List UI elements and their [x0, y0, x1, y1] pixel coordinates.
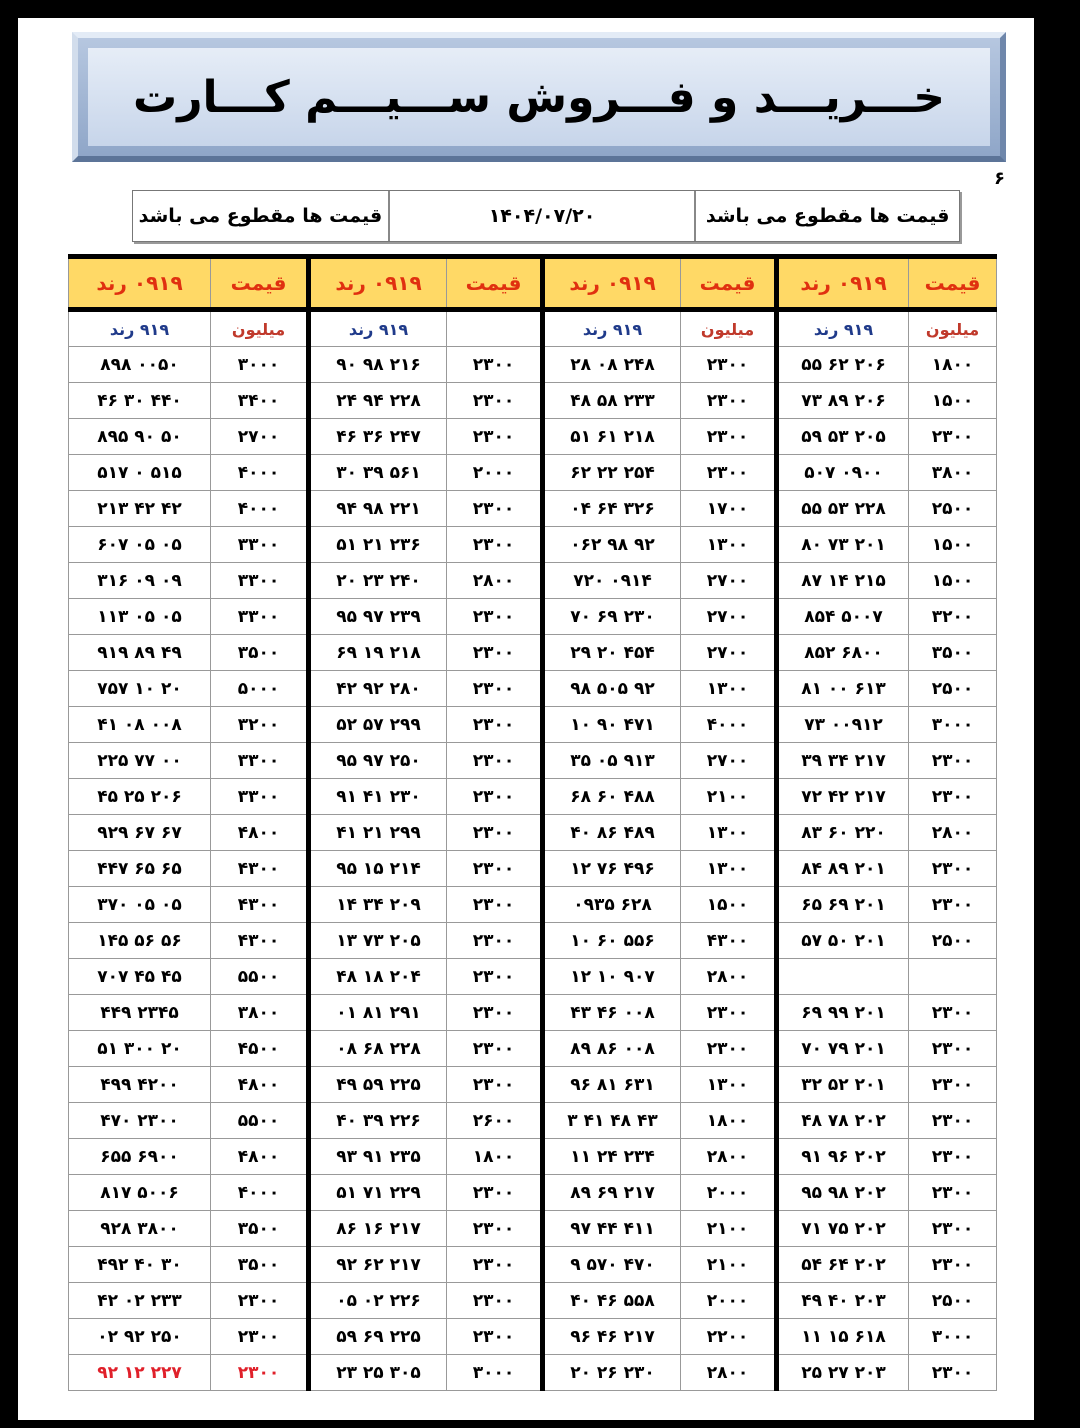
price-cell: ۳۵۰۰	[211, 635, 309, 671]
price-cell: ۲۳۰۰	[447, 995, 543, 1031]
price-cell: ۲۳۰۰	[909, 1031, 997, 1067]
number-cell: ۲۳۳ ۵۸ ۴۸	[543, 383, 681, 419]
price-cell: ۵۵۰۰	[211, 1103, 309, 1139]
price-cell: ۲۷۰۰	[211, 419, 309, 455]
number-cell: ۹۲ ۵۰۵ ۹۸	[543, 671, 681, 707]
price-cell: ۲۶۰۰	[447, 1103, 543, 1139]
number-cell: ۴۱۱ ۴۴ ۹۷	[543, 1211, 681, 1247]
unit-rond: ۹۱۹ رند	[543, 310, 681, 347]
number-cell: ۲۰۶ ۶۲ ۵۵	[777, 347, 909, 383]
number-cell: ۵۶ ۵۶ ۱۴۵	[69, 923, 211, 959]
price-cell: ۲۱۰۰	[681, 1247, 777, 1283]
number-cell: ۰۵ ۰۵ ۳۷۰	[69, 887, 211, 923]
price-cell: ۲۳۰۰	[447, 599, 543, 635]
number-cell: ۴۸۸ ۶۰ ۶۸	[543, 779, 681, 815]
number-cell: ۳۸۰۰ ۹۲۸	[69, 1211, 211, 1247]
table-row	[69, 779, 997, 815]
number-cell: ۲۱۷ ۴۲ ۷۲	[777, 779, 909, 815]
price-cell: ۲۳۰۰	[909, 1139, 997, 1175]
number-cell: ۴۵۴ ۲۰ ۲۹	[543, 635, 681, 671]
number-cell: ۲۳۶ ۲۱ ۵۱	[309, 527, 447, 563]
table-row	[69, 1283, 997, 1319]
price-cell: ۴۳۰۰	[211, 923, 309, 959]
price-cell: ۲۳۰۰	[909, 1103, 997, 1139]
price-cell: ۴۸۰۰	[211, 815, 309, 851]
number-cell: ۲۰۳ ۴۰ ۴۹	[777, 1283, 909, 1319]
info-bar	[132, 190, 960, 242]
price-cell: ۳۰۰۰	[447, 1355, 543, 1391]
number-cell: ۲۹۹ ۲۱ ۴۱	[309, 815, 447, 851]
header-price: قیمت	[447, 257, 543, 310]
price-cell: ۱۳۰۰	[681, 815, 777, 851]
price-cell: ۲۳۰۰	[681, 383, 777, 419]
number-cell: ۶۷ ۶۷ ۹۲۹	[69, 815, 211, 851]
price-cell	[909, 959, 997, 995]
price-cell: ۲۳۰۰	[681, 455, 777, 491]
number-cell: ۴۲۰۰ ۴۹۹	[69, 1067, 211, 1103]
number-cell: ۲۲۷ ۱۲ ۹۲	[69, 1355, 211, 1391]
price-cell: ۲۷۰۰	[681, 563, 777, 599]
price-cell: ۲۳۰۰	[447, 851, 543, 887]
number-cell: ۲۲۵ ۵۹ ۴۹	[309, 1067, 447, 1103]
number-cell: ۵۵۸ ۴۶ ۴۰	[543, 1283, 681, 1319]
price-cell: ۳۵۰۰	[211, 1247, 309, 1283]
table-row	[69, 599, 997, 635]
price-cell: ۲۳۰۰	[909, 887, 997, 923]
price-cell: ۲۳۰۰	[909, 1247, 997, 1283]
table-row	[69, 959, 997, 995]
price-cell: ۱۵۰۰	[909, 383, 997, 419]
price-cell: ۲۳۰۰	[909, 851, 997, 887]
price-cell: ۳۳۰۰	[211, 527, 309, 563]
number-cell: ۲۳۳ ۰۲ ۴۲	[69, 1283, 211, 1319]
number-cell: ۲۵۰ ۹۷ ۹۵	[309, 743, 447, 779]
page-title: خـــریـــد و فـــروش ســـیـــم کـــارت	[133, 71, 945, 123]
price-cell: ۲۵۰۰	[909, 491, 997, 527]
number-cell: ۶۸۰۰ ۸۵۲	[777, 635, 909, 671]
table-row	[69, 383, 997, 419]
price-cell: ۱۸۰۰	[447, 1139, 543, 1175]
price-sheet	[18, 18, 1034, 1420]
number-cell: ۲۳۰۰ ۴۷۰	[69, 1103, 211, 1139]
number-cell: ۲۰۵ ۷۳ ۱۳	[309, 923, 447, 959]
number-cell: ۲۰۱ ۷۹ ۷۰	[777, 1031, 909, 1067]
number-cell: ۲۲۹ ۷۱ ۵۱	[309, 1175, 447, 1211]
number-cell: ۲۰۳ ۲۷ ۲۵	[777, 1355, 909, 1391]
table-row	[69, 1031, 997, 1067]
number-cell: ۲۴۸ ۰۸ ۲۸	[543, 347, 681, 383]
price-cell: ۲۳۰۰	[909, 779, 997, 815]
number-cell: ۶۲۸ ۰۹۳۵	[543, 887, 681, 923]
price-cell: ۲۳۰۰	[681, 1031, 777, 1067]
info-right-note: قیمت ها مقطوع می باشد	[705, 205, 950, 227]
number-cell: ۳۰۵ ۲۵ ۲۳	[309, 1355, 447, 1391]
price-cell: ۳۳۰۰	[211, 743, 309, 779]
price-cell: ۲۳۰۰	[447, 419, 543, 455]
number-cell: ۲۱۴ ۱۵ ۹۵	[309, 851, 447, 887]
price-cell: ۲۳۰۰	[447, 1283, 543, 1319]
number-cell: ۰۵ ۰۵ ۶۰۷	[69, 527, 211, 563]
price-cell: ۲۸۰۰	[447, 563, 543, 599]
price-cell: ۲۳۰۰	[447, 815, 543, 851]
number-cell: ۲۰۱ ۷۳ ۸۰	[777, 527, 909, 563]
unit-rond: ۹۱۹ رند	[309, 310, 447, 347]
price-cell: ۲۳۰۰	[447, 527, 543, 563]
number-cell: ۲۱۸ ۱۹ ۶۹	[309, 635, 447, 671]
price-cell: ۲۳۰۰	[681, 419, 777, 455]
price-cell: ۲۳۰۰	[909, 995, 997, 1031]
number-cell: ۲۰۲ ۹۶ ۹۱	[777, 1139, 909, 1175]
price-cell: ۱۸۰۰	[681, 1103, 777, 1139]
number-cell: ۲۰۲ ۶۴ ۵۴	[777, 1247, 909, 1283]
header-price: قیمت	[909, 257, 997, 310]
number-cell: ۰۵ ۰۵ ۱۱۳	[69, 599, 211, 635]
price-cell: ۱۵۰۰	[909, 563, 997, 599]
price-cell: ۲۳۰۰	[909, 1211, 997, 1247]
number-cell: ۶۹۰۰ ۶۵۵	[69, 1139, 211, 1175]
price-cell: ۳۵۰۰	[211, 1211, 309, 1247]
price-table	[68, 254, 997, 1391]
number-cell: ۶۳۱ ۸۱ ۹۶	[543, 1067, 681, 1103]
number-cell: ۵۶۱ ۳۹ ۳۰	[309, 455, 447, 491]
price-cell: ۲۳۰۰	[447, 923, 543, 959]
page-number: ۶	[994, 168, 1005, 189]
number-cell: ۲۱۷ ۴۶ ۹۶	[543, 1319, 681, 1355]
price-cell: ۲۱۰۰	[681, 1211, 777, 1247]
number-cell: ۹۱۳ ۰۵ ۳۵	[543, 743, 681, 779]
price-cell: ۱۳۰۰	[681, 527, 777, 563]
table-row	[69, 563, 997, 599]
number-cell: ۹۲ ۹۸ ۰۶۲	[543, 527, 681, 563]
header-rond: ۰۹۱۹ رند	[777, 257, 909, 310]
price-cell: ۲۳۰۰	[447, 1175, 543, 1211]
price-cell: ۳۳۰۰	[211, 563, 309, 599]
price-cell: ۲۳۰۰	[447, 707, 543, 743]
price-cell: ۲۳۰۰	[681, 995, 777, 1031]
header-row	[69, 257, 997, 310]
price-cell: ۲۳۰۰	[447, 635, 543, 671]
table-row	[69, 419, 997, 455]
header-rond: ۰۹۱۹ رند	[543, 257, 681, 310]
table-row	[69, 1247, 997, 1283]
number-cell: ۲۲۰ ۶۰ ۸۳	[777, 815, 909, 851]
number-cell: ۲۳۵ ۹۱ ۹۳	[309, 1139, 447, 1175]
header-price: قیمت	[681, 257, 777, 310]
table-row	[69, 671, 997, 707]
unit-million: میلیون	[211, 310, 309, 347]
price-cell: ۳۰۰۰	[909, 707, 997, 743]
price-cell: ۲۸۰۰	[681, 1139, 777, 1175]
number-cell: ۲۰۱ ۵۰ ۵۷	[777, 923, 909, 959]
unit-rond: ۹۱۹ رند	[69, 310, 211, 347]
price-cell: ۲۰۰۰	[681, 1283, 777, 1319]
price-cell: ۲۳۰۰	[447, 1031, 543, 1067]
number-cell: ۲۰۵ ۵۳ ۵۹	[777, 419, 909, 455]
price-cell: ۲۳۰۰	[447, 779, 543, 815]
number-cell: ۲۸۰ ۹۲ ۴۲	[309, 671, 447, 707]
price-cell: ۲۸۰۰	[909, 815, 997, 851]
number-cell: ۲۹۹ ۵۷ ۵۲	[309, 707, 447, 743]
number-cell: ۲۲۱ ۹۸ ۹۴	[309, 491, 447, 527]
table-row	[69, 1139, 997, 1175]
table-row	[69, 455, 997, 491]
number-cell: ۲۴۷ ۳۶ ۴۶	[309, 419, 447, 455]
table-row	[69, 923, 997, 959]
price-cell: ۲۳۰۰	[447, 383, 543, 419]
number-cell: ۵۰ ۹۰ ۸۹۵	[69, 419, 211, 455]
info-date: ۱۴۰۴/۰۷/۲۰	[390, 191, 697, 241]
number-cell: ۴۹ ۸۹ ۹۱۹	[69, 635, 211, 671]
price-cell: ۲۳۰۰	[211, 1355, 309, 1391]
number-cell: ۲۰۶ ۸۹ ۷۳	[777, 383, 909, 419]
number-cell: ۴۵ ۴۵ ۷۰۷	[69, 959, 211, 995]
price-cell: ۲۳۰۰	[447, 347, 543, 383]
number-cell: ۲۰۲ ۷۵ ۷۱	[777, 1211, 909, 1247]
table-row	[69, 527, 997, 563]
price-cell: ۲۳۰۰	[909, 743, 997, 779]
number-cell: ۲۰۴ ۱۸ ۴۸	[309, 959, 447, 995]
price-cell: ۳۲۰۰	[211, 707, 309, 743]
number-cell: ۳۲۶ ۶۴ ۰۴	[543, 491, 681, 527]
number-cell: ۲۳۰ ۲۶ ۲۰	[543, 1355, 681, 1391]
number-cell: ۲۱۷ ۳۴ ۳۹	[777, 743, 909, 779]
price-cell: ۱۷۰۰	[681, 491, 777, 527]
price-cell: ۳۳۰۰	[211, 599, 309, 635]
number-cell: ۰۰۸ ۴۶ ۴۳	[543, 995, 681, 1031]
price-cell: ۲۳۰۰	[447, 1211, 543, 1247]
price-cell: ۲۳۰۰	[909, 419, 997, 455]
price-cell: ۳۰۰۰	[909, 1319, 997, 1355]
price-cell: ۳۸۰۰	[211, 995, 309, 1031]
unit-million: میلیون	[909, 310, 997, 347]
price-cell: ۲۳۰۰	[681, 347, 777, 383]
price-cell: ۱۳۰۰	[681, 1067, 777, 1103]
number-cell: ۵۱۵ ۰ ۵۱۷	[69, 455, 211, 491]
number-cell: ۰۰۹۱۲ ۷۳	[777, 707, 909, 743]
number-cell: ۶۱۳ ۰۰ ۸۱	[777, 671, 909, 707]
price-cell: ۲۷۰۰	[681, 599, 777, 635]
number-cell: ۲۰۱ ۶۹ ۶۵	[777, 887, 909, 923]
unit-million: میلیون	[681, 310, 777, 347]
price-cell: ۲۳۰۰	[909, 1355, 997, 1391]
price-cell: ۲۷۰۰	[681, 635, 777, 671]
price-cell: ۳۵۰۰	[909, 635, 997, 671]
number-cell: ۲۹۱ ۸۱ ۰۱	[309, 995, 447, 1031]
price-cell: ۲۳۰۰	[447, 959, 543, 995]
price-cell: ۴۸۰۰	[211, 1139, 309, 1175]
number-cell: ۲۲۶ ۳۹ ۴۰	[309, 1103, 447, 1139]
number-cell: ۲۰۲ ۹۸ ۹۵	[777, 1175, 909, 1211]
number-cell: ۲۰ ۱۰ ۷۵۷	[69, 671, 211, 707]
price-cell: ۲۵۰۰	[909, 923, 997, 959]
unit-rond: ۹۱۹ رند	[777, 310, 909, 347]
number-cell: ۲۰۶ ۲۵ ۴۵	[69, 779, 211, 815]
price-cell: ۲۸۰۰	[681, 1355, 777, 1391]
number-cell: ۲۵۴ ۲۲ ۶۲	[543, 455, 681, 491]
price-cell: ۲۳۰۰	[447, 491, 543, 527]
table-row	[69, 995, 997, 1031]
number-cell: ۶۱۸ ۱۵ ۱۱	[777, 1319, 909, 1355]
number-cell: ۲۰۱ ۹۹ ۶۹	[777, 995, 909, 1031]
table-row	[69, 1103, 997, 1139]
price-cell: ۲۱۰۰	[681, 779, 777, 815]
number-cell: ۲۲۸ ۶۸ ۰۸	[309, 1031, 447, 1067]
price-cell: ۵۵۰۰	[211, 959, 309, 995]
price-cell: ۲۳۰۰	[211, 1319, 309, 1355]
price-cell: ۳۳۰۰	[211, 779, 309, 815]
number-cell: ۲۰ ۳۰۰ ۵۱	[69, 1031, 211, 1067]
number-cell: ۶۵ ۶۵ ۴۴۷	[69, 851, 211, 887]
header-rond: ۰۹۱۹ رند	[309, 257, 447, 310]
price-cell: ۳۰۰۰	[211, 347, 309, 383]
info-left-note: قیمت ها مقطوع می باشد	[133, 191, 390, 241]
price-cell: ۵۰۰۰	[211, 671, 309, 707]
table-row	[69, 1175, 997, 1211]
number-cell: ۲۵۰ ۹۲ ۰۲	[69, 1319, 211, 1355]
number-cell: ۲۰۱ ۵۲ ۳۲	[777, 1067, 909, 1103]
number-cell: ۰۰ ۷۷ ۲۲۵	[69, 743, 211, 779]
number-cell: ۲۳۹ ۹۷ ۹۵	[309, 599, 447, 635]
price-cell: ۲۳۰۰	[447, 887, 543, 923]
price-cell: ۲۸۰۰	[681, 959, 777, 995]
price-cell: ۳۸۰۰	[909, 455, 997, 491]
number-cell: ۲۲۸ ۵۳ ۵۵	[777, 491, 909, 527]
number-cell: ۲۰۹ ۳۴ ۱۴	[309, 887, 447, 923]
number-cell: ۰۰۵۰ ۸۹۸	[69, 347, 211, 383]
price-cell: ۲۳۰۰	[447, 1319, 543, 1355]
price-cell: ۲۳۰۰	[447, 671, 543, 707]
price-cell: ۲۳۰۰	[447, 1247, 543, 1283]
price-cell: ۱۳۰۰	[681, 851, 777, 887]
unit-row	[69, 310, 997, 347]
number-cell: ۲۱۵ ۱۴ ۸۷	[777, 563, 909, 599]
table-row	[69, 743, 997, 779]
number-cell: ۲۳۰ ۶۹ ۷۰	[543, 599, 681, 635]
price-cell: ۴۸۰۰	[211, 1067, 309, 1103]
table-row	[69, 1067, 997, 1103]
price-cell: ۱۵۰۰	[909, 527, 997, 563]
price-cell: ۱۸۰۰	[909, 347, 997, 383]
header-price: قیمت	[211, 257, 309, 310]
title-banner	[72, 32, 1006, 162]
number-cell: ۲۱۷ ۶۲ ۹۲	[309, 1247, 447, 1283]
number-cell: ۴۲ ۴۲ ۲۱۳	[69, 491, 211, 527]
table-row	[69, 1319, 997, 1355]
number-cell: ۲۲۸ ۹۴ ۲۴	[309, 383, 447, 419]
header-rond: ۰۹۱۹ رند	[69, 257, 211, 310]
price-cell: ۲۰۰۰	[681, 1175, 777, 1211]
number-cell: ۲۱۶ ۹۸ ۹۰	[309, 347, 447, 383]
number-cell: ۹۰۷ ۱۰ ۱۲	[543, 959, 681, 995]
number-cell: ۴۴۰ ۳۰ ۴۶	[69, 383, 211, 419]
number-cell: ۰۰۸ ۸۶ ۸۹	[543, 1031, 681, 1067]
number-cell: ۰۹۱۴ ۷۲۰	[543, 563, 681, 599]
number-cell: ۰۹۰۰ ۵۰۷	[777, 455, 909, 491]
price-cell: ۴۳۰۰	[681, 923, 777, 959]
number-cell: ۴۹۶ ۷۶ ۱۲	[543, 851, 681, 887]
price-cell: ۳۴۰۰	[211, 383, 309, 419]
number-cell: ۰۰۸ ۰۸ ۴۱	[69, 707, 211, 743]
number-cell: ۲۴۰ ۲۳ ۲۰	[309, 563, 447, 599]
number-cell: ۵۵۶ ۶۰ ۱۰	[543, 923, 681, 959]
number-cell: ۵۰۰۶ ۸۱۷	[69, 1175, 211, 1211]
price-cell: ۲۳۰۰	[447, 743, 543, 779]
unit-million	[447, 310, 543, 347]
price-cell: ۲۳۰۰	[909, 1067, 997, 1103]
number-cell: ۲۳۴ ۲۴ ۱۱	[543, 1139, 681, 1175]
number-cell: ۳۰ ۴۰ ۴۹۲	[69, 1247, 211, 1283]
price-cell: ۳۲۰۰	[909, 599, 997, 635]
price-cell: ۲۳۰۰	[909, 1175, 997, 1211]
price-cell: ۲۵۰۰	[909, 1283, 997, 1319]
number-cell: ۴۷۰ ۵۷۰ ۹	[543, 1247, 681, 1283]
number-cell: ۰۹ ۰۹ ۳۱۶	[69, 563, 211, 599]
price-cell: ۲۵۰۰	[909, 671, 997, 707]
table-row	[69, 635, 997, 671]
price-cell: ۱۵۰۰	[681, 887, 777, 923]
price-cell: ۲۳۰۰	[447, 1067, 543, 1103]
number-cell: ۵۰۰۷ ۸۵۴	[777, 599, 909, 635]
number-cell: ۲۲۶ ۰۲ ۰۵	[309, 1283, 447, 1319]
table-row	[69, 707, 997, 743]
number-cell: ۲۰۲ ۷۸ ۴۸	[777, 1103, 909, 1139]
price-cell: ۲۰۰۰	[447, 455, 543, 491]
number-cell: ۴۷۱ ۹۰ ۱۰	[543, 707, 681, 743]
table-row	[69, 851, 997, 887]
number-cell: ۲۳۰ ۴۱ ۹۱	[309, 779, 447, 815]
number-cell: ۴۸۹ ۸۶ ۴۰	[543, 815, 681, 851]
price-cell: ۴۰۰۰	[681, 707, 777, 743]
price-cell: ۴۰۰۰	[211, 1175, 309, 1211]
table-row	[69, 347, 997, 383]
number-cell: ۲۱۷ ۱۶ ۸۶	[309, 1211, 447, 1247]
price-cell: ۴۵۰۰	[211, 1031, 309, 1067]
price-cell: ۴۰۰۰	[211, 455, 309, 491]
number-cell: ۲۱۸ ۶۱ ۵۱	[543, 419, 681, 455]
price-cell: ۴۳۰۰	[211, 887, 309, 923]
table-row	[69, 815, 997, 851]
price-cell: ۴۰۰۰	[211, 491, 309, 527]
table-row	[69, 491, 997, 527]
number-cell: ۴۳ ۴۸ ۴۱ ۳	[543, 1103, 681, 1139]
number-cell	[777, 959, 909, 995]
price-cell: ۲۲۰۰	[681, 1319, 777, 1355]
table-row	[69, 887, 997, 923]
number-cell: ۲۱۷ ۶۹ ۸۹	[543, 1175, 681, 1211]
price-cell: ۴۳۰۰	[211, 851, 309, 887]
number-cell: ۲۲۵ ۶۹ ۵۹	[309, 1319, 447, 1355]
price-cell: ۲۷۰۰	[681, 743, 777, 779]
number-cell: ۲۳۴۵ ۴۴۹	[69, 995, 211, 1031]
title-banner-inner	[88, 48, 990, 146]
price-cell: ۱۳۰۰	[681, 671, 777, 707]
table-row	[69, 1211, 997, 1247]
price-cell: ۲۳۰۰	[211, 1283, 309, 1319]
number-cell: ۲۰۱ ۸۹ ۸۴	[777, 851, 909, 887]
table-row	[69, 1355, 997, 1391]
